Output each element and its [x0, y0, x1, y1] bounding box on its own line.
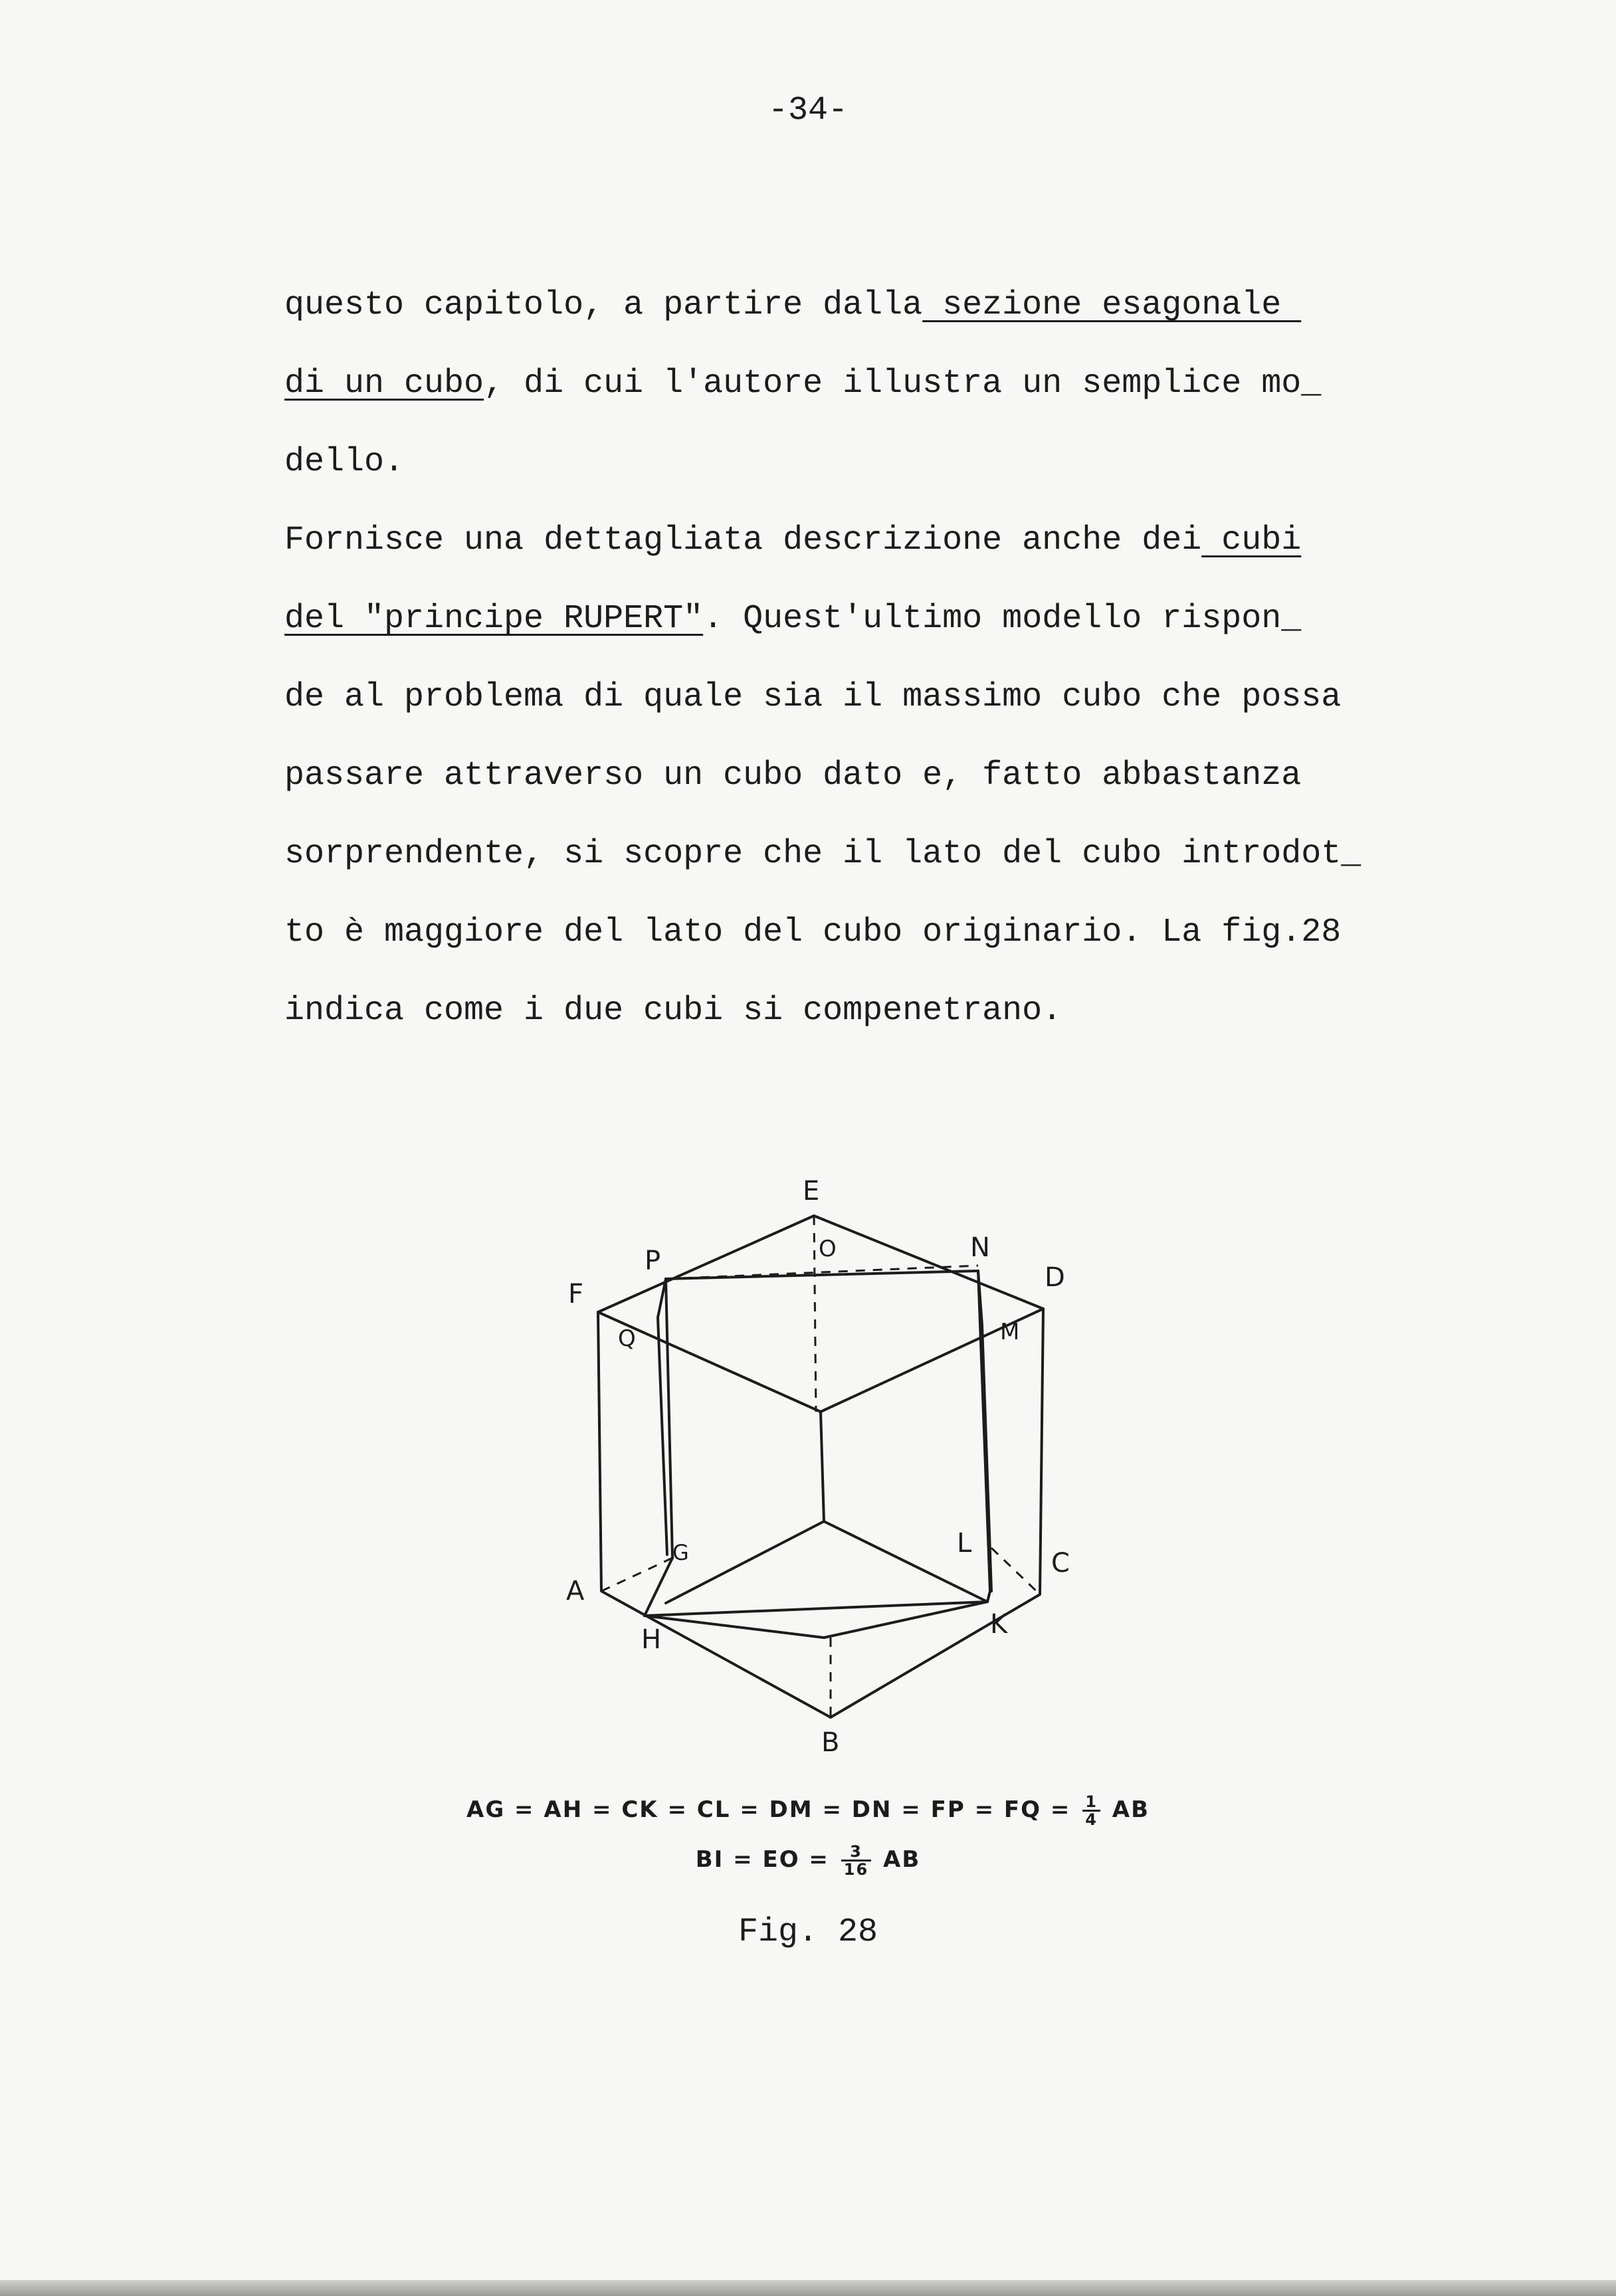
text-segment: sorprendente, si scopre che il lato del cubo introdot_ — [284, 835, 1362, 873]
vertex-label-m: M — [1000, 1319, 1020, 1345]
inner-cube-edge — [658, 1317, 667, 1555]
fraction-numerator: 1 — [1082, 1794, 1100, 1812]
page-number: -34- — [767, 92, 849, 130]
inner-cube-edge — [645, 1616, 824, 1638]
text-segment: to è maggiore del lato del cubo originario. La fig.28 — [284, 913, 1342, 951]
vertex-label-d: D — [1045, 1262, 1065, 1293]
text-segment: , di cui l'autore illustra un semplice mo_ — [484, 365, 1322, 403]
vertex-label-b: B — [821, 1727, 840, 1758]
text-segment: . Quest'ultimo modello rispon_ — [703, 600, 1302, 638]
underlined-text: cubi — [1201, 522, 1302, 559]
inner-cube-edge — [978, 1271, 990, 1591]
fraction — [1082, 1794, 1100, 1828]
hidden-edge — [991, 1548, 1040, 1594]
fraction-numerator: 3 — [841, 1844, 871, 1862]
vertex-label-k: K — [990, 1609, 1008, 1640]
text-segment: de al problema di quale sia il massimo cubo che possa — [284, 678, 1342, 716]
formula-text: BI = EO = — [695, 1846, 829, 1873]
hidden-edge — [814, 1216, 816, 1412]
vertex-label-h: H — [641, 1624, 662, 1655]
text-segment: questo capitolo, a partire dalla — [284, 286, 923, 324]
text-segment: passare attraverso un cubo dato e, fatto abbastanza — [284, 757, 1302, 795]
fraction — [841, 1844, 871, 1877]
page-bottom-edge — [0, 2280, 1616, 2296]
formula-lengths — [0, 1794, 1616, 1828]
formula-tail: AB — [883, 1846, 921, 1873]
text-segment: dello. — [284, 443, 405, 481]
formula-text: AG = AH = CK = CL = DM = DN = FP = FQ = — [466, 1796, 1071, 1823]
inner-cube-edge — [645, 1558, 672, 1616]
vertex-label-n: N — [970, 1232, 990, 1263]
vertex-label-o: O — [819, 1236, 837, 1262]
vertex-label-g: G — [672, 1540, 689, 1565]
inner-cube-edge — [982, 1325, 991, 1591]
vertex-label-e: E — [803, 1176, 820, 1206]
formula-bi-eo — [0, 1844, 1616, 1877]
inner-cube-edge — [987, 1591, 990, 1602]
cube-edge — [666, 1521, 824, 1603]
vertex-label-p: P — [645, 1246, 661, 1276]
underlined-text: sezione esagonale — [922, 286, 1302, 324]
underlined-text: del "principe RUPERT" — [284, 600, 704, 638]
hidden-edge — [601, 1558, 672, 1591]
figure-caption: Fig. 28 — [738, 1913, 878, 1951]
text-segment: indica come i due cubi si compenetrano. — [284, 992, 1062, 1030]
vertex-label-a: A — [566, 1576, 585, 1606]
vertex-label-l: L — [957, 1528, 972, 1559]
vertex-label-q: Q — [618, 1325, 636, 1352]
vertex-label-c: C — [1051, 1548, 1070, 1578]
cube-edge — [821, 1412, 824, 1521]
fraction-denominator: 4 — [1085, 1810, 1098, 1829]
vertex-label-f: F — [568, 1279, 584, 1309]
formula-tail: AB — [1112, 1796, 1150, 1823]
underlined-text: di un cubo — [284, 365, 484, 403]
text-segment: Fornisce una dettagliata descrizione anche dei — [284, 522, 1202, 559]
fraction-denominator: 16 — [843, 1860, 869, 1879]
